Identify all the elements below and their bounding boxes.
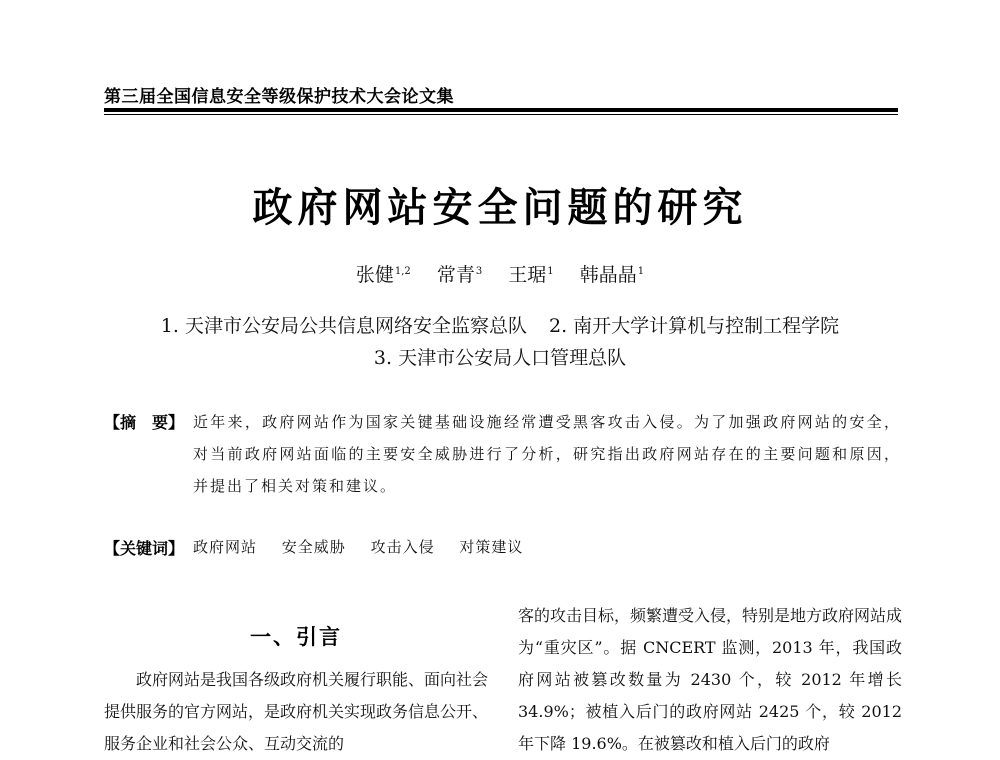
section-heading: 一、引言 (250, 625, 342, 649)
running-header: 第三届全国信息安全等级保护技术大会论文集 (104, 87, 454, 107)
affiliation: 2. 南开大学计算机与控制工程学院 (549, 315, 840, 337)
keyword: 攻击入侵 (370, 538, 435, 556)
author: 常青$^3$ (436, 264, 483, 286)
keywords-label: 【关键词】 (104, 539, 185, 558)
keyword: 对策建议 (459, 538, 524, 556)
paper-title: 政府网站安全问题的研究 (252, 185, 748, 231)
header-rule-thin (104, 114, 898, 115)
keyword: 政府网站 (193, 538, 258, 556)
header-rule-thick (104, 108, 898, 112)
body-column-left: 政府网站是我国各级政府机关履行职能、面向社会提供服务的官方网站，是政府机关实现政务信息公开、服务企业和社会公众、互动交流的 (104, 670, 489, 753)
abstract-text: 近年来，政府网站作为国家关键基础设施经常遭受黑客攻击入侵。为了加强政府网站的安全，对当前政府网站面临的主要安全威胁进行了分析，研究指出政府网站存在的主要问题和原因，并提出了相关对策和建议。 (193, 413, 901, 495)
affiliations-line-1 (0, 311, 1000, 338)
author-list (0, 260, 1000, 287)
author: 张健$^{1,2}$ (355, 264, 411, 286)
author: 王琚$^1$ (508, 264, 554, 286)
author: 韩晶晶$^1$ (579, 264, 645, 286)
affiliation: 3. 天津市公安局人口管理总队 (373, 347, 627, 369)
affiliation: 1. 天津市公安局公共信息网络安全监察总队 (160, 315, 527, 337)
keywords (193, 536, 543, 557)
body-column-right: 客的攻击目标，频繁遭受入侵，特别是地方政府网站成为“重灾区”。据 CNCERT 监测，2013 年，我国政府网站被篡改数量为 2430 个，较 2012 年增长 34.9%；被植入后门的政府网站 2425 个，较 2012 年下降 19.6%。在被篡改和植入后门的政府 (518, 606, 903, 753)
affiliations-line-2 (0, 343, 1000, 370)
keyword: 安全威胁 (281, 538, 346, 556)
abstract-label: 【摘 要】 (104, 413, 185, 432)
